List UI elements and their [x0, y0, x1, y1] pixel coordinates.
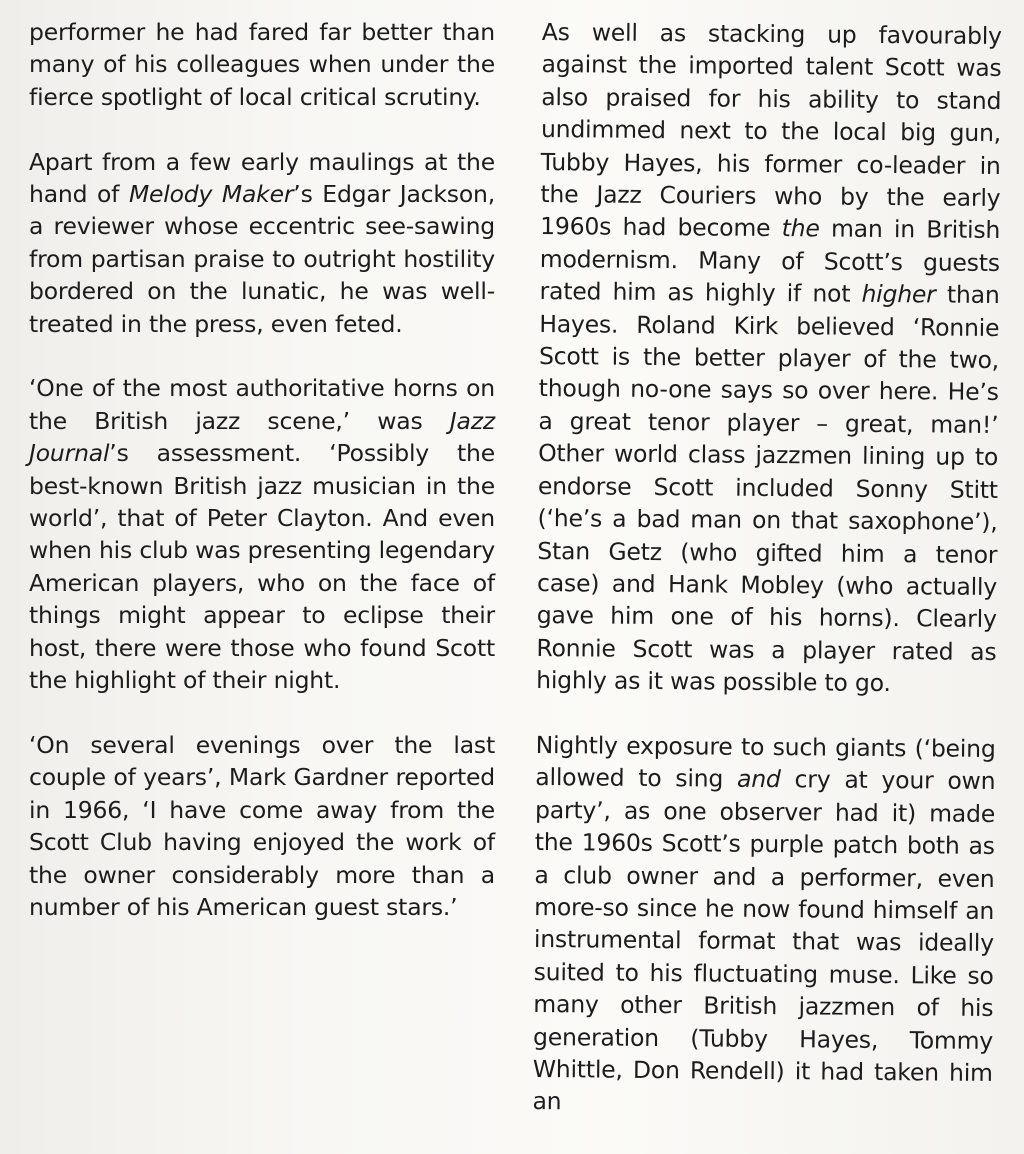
emphasis: higher: [861, 280, 936, 309]
paragraph-text: ‘On several evenings over the last couple of years’, Mark Gardner reported in 1966, ‘I have come away from the Scott Club having enjoyed the work of the owner considerably more than a number of his American guest stars.’: [29, 730, 495, 921]
paragraph-2: [29, 146, 495, 340]
paragraph-text: ’s Edgar Jackson, a reviewer whose eccentric see-sawing from partisan praise to outright hostility bordered on the lunatic, he was well-treated in the press, even feted.: [29, 180, 495, 338]
paragraph-text: ’s assessment. ‘Possibly the best-known British jazz musician in the world’, that of Peter Clayton. And even when his club was presenting legendary American players, who on the face of things might appear to eclipse their host, there were those who found Scott the highlight of their night.: [29, 439, 495, 695]
paragraph-4: [29, 729, 495, 923]
emphasis: and: [736, 765, 781, 794]
paragraph-text: than Hayes. Roland Kirk believed ‘Ronnie Scott is the better player of the two, though no-one says so over here. He’s a great tenor player – great, man!’ Other world class jazzmen lining up to endorse Scott included Sonny Stitt (‘he’s a bad man on that saxophone’), Stan Getz (who gifted him a tenor case) and Hank Mobley (who actually gave him one of his horns). Clearly Ronnie Scott was a player rated as highly as it was possible to go.: [536, 280, 1000, 698]
paragraph-3: [29, 372, 495, 696]
emphasis: the: [781, 214, 820, 243]
paragraph-text: cry at your own party’, as one observer had it) made the 1960s Scott’s purple patch both as a club owner and a performer, even more-so since he now found himself an instrumental format that was ideally suited to his fluctuating muse. Like so many other British jazzmen of his generation (Tubby Hayes, Tommy Whittle, Don Rendell) it had taken him an: [532, 765, 996, 1116]
paragraph-5: [536, 16, 1002, 701]
paragraph-text: performer he had fared far better than many of his colleagues when under the fierce spotlight of local critical scrutiny.: [29, 18, 495, 111]
paragraph-text: Apart from a few early maulings at the hand of: [29, 147, 495, 209]
paragraph-1: [29, 16, 495, 113]
paragraph-text: Nightly exposure to such giants (‘being allowed to sing: [535, 730, 996, 794]
paragraph-6: [532, 729, 995, 1122]
publication-title: Jazz Journal: [29, 406, 495, 468]
paragraph-text: man in British modernism. Many of Scott’s guests rated him as highly if not: [539, 214, 1001, 309]
paragraph-text: As well as stacking up favourably against the imported talent Scott was also praised for his ability to stand undimmed next to the local big gun, Tubby Hayes, his former co-leader in the Jazz Couriers who by the early 1960s had become: [540, 17, 1002, 243]
right-column: [532, 16, 1002, 1154]
left-column: [29, 16, 495, 956]
paragraph-text: ‘One of the most authoritative horns on the British jazz scene,’ was: [29, 374, 495, 435]
publication-title: Melody Maker: [128, 180, 294, 209]
